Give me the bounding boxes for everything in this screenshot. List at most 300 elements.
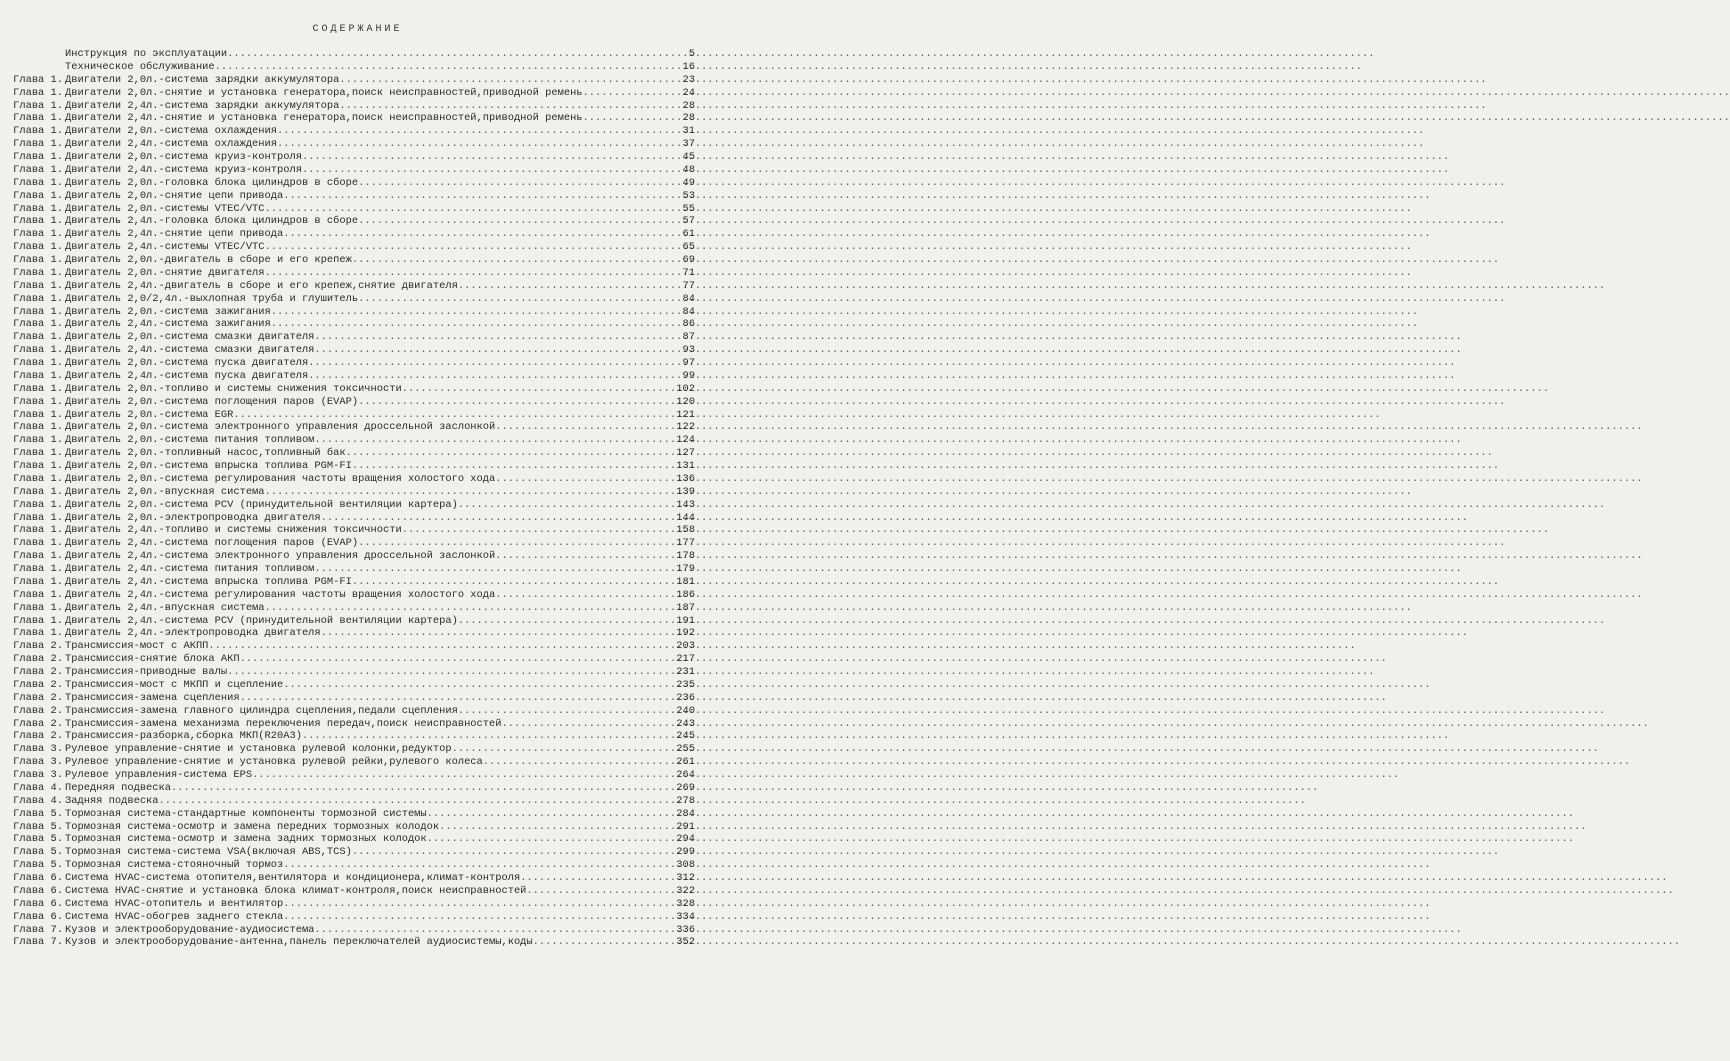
toc-entry-chapter: Глава 1. — [13, 215, 63, 228]
toc-entry-chapter: Глава 1. — [13, 511, 63, 524]
toc-entry-title: Система HVAC-отопитель и вентилятор — [65, 897, 284, 910]
toc-entry-title: Двигатель 2,0л.-система EGR — [65, 408, 234, 421]
toc-entry-chapter: Глава 5. — [13, 846, 63, 859]
toc-entry-chapter: Глава 1. — [13, 601, 63, 614]
toc-entry-page-number: 57 — [682, 215, 695, 228]
dot-leader — [321, 627, 676, 640]
toc-entry-title: Двигатель 2,4л.-впускная система — [65, 601, 265, 614]
toc-entry — [0, 692, 715, 705]
dot-leader — [308, 357, 681, 370]
toc-entry — [0, 911, 715, 924]
toc-entry — [0, 885, 715, 898]
toc-entry-chapter: Глава 1. — [13, 112, 63, 125]
toc-entry — [0, 833, 715, 846]
toc-entry-title: Двигатель 2,4л.-система PCV (принудительной вентиляции картера) — [65, 614, 458, 627]
toc-entry-chapter: Глава 2. — [13, 678, 63, 691]
toc-entry-page-number: 336 — [676, 923, 695, 936]
dot-leader — [265, 241, 682, 254]
toc-entry-page-number: 69 — [682, 254, 695, 266]
toc-entry-page-number: 181 — [676, 575, 695, 588]
toc-entry-chapter: Глава 1. — [13, 73, 63, 86]
toc-entry-title: Система HVAC-система отопителя,вентилятора и кондиционера,климат-контроля — [65, 872, 521, 884]
toc-entry-title: Двигатели 2,0л.-система охлаждения — [65, 125, 278, 138]
dot-leader — [352, 576, 675, 589]
toc-entry-page-number: 131 — [676, 460, 695, 472]
toc-entry-page-number: 191 — [676, 614, 695, 627]
toc-entry-page-number: 45 — [682, 151, 695, 163]
dot-leader — [458, 705, 675, 718]
toc-entry-title: Трансмиссия-разборка,сборка МКП(R20A3) — [65, 730, 302, 743]
dot-leader — [339, 74, 681, 87]
toc-entry-chapter: Глава 5. — [13, 833, 63, 846]
toc-entry-title: Двигатель 2,0л.-снятие цепи привода — [65, 189, 284, 202]
toc-entry-page-number: 352 — [676, 936, 695, 949]
toc-entry-title: Двигатель 2,0л.-система пуска двигателя — [65, 357, 309, 369]
toc-entry-title: Двигатель 2,4л.-снятие цепи привода — [65, 228, 284, 241]
toc-entry-page-number: 28 — [682, 99, 695, 112]
toc-entry — [0, 396, 715, 409]
toc-entry-title: Тормозная система-стояночный тормоз — [65, 859, 284, 872]
toc-entry — [0, 344, 715, 357]
toc-entry — [0, 486, 715, 499]
table-of-contents — [0, 48, 715, 949]
toc-entry — [0, 409, 715, 422]
toc-entry-chapter: Глава 1. — [13, 305, 63, 318]
dot-leader — [277, 125, 682, 138]
toc-entry — [0, 550, 715, 563]
dot-leader — [314, 331, 681, 344]
toc-entry-title: Двигатель 2,4л.-электропроводка двигателя — [65, 627, 321, 640]
toc-entry — [0, 898, 715, 911]
toc-entry-chapter: Глава 1. — [13, 498, 63, 511]
toc-entry-title: Двигатель 2,0л.-система поглощения паров (EVAP) — [65, 395, 359, 408]
toc-entry — [0, 228, 715, 241]
toc-entry — [0, 653, 715, 666]
toc-entry-title: Инструкция по эксплуатации — [65, 48, 228, 60]
toc-entry-title: Двигатель 2,4л.-система зажигания — [65, 318, 271, 331]
toc-entry-page-number: 122 — [676, 421, 695, 434]
toc-entry-chapter: Глава 6. — [13, 884, 63, 897]
toc-entry — [0, 936, 715, 949]
dot-leader — [358, 215, 681, 228]
dot-leader — [439, 821, 675, 834]
dot-leader — [358, 293, 681, 306]
toc-entry — [0, 512, 715, 525]
toc-entry-page-number: 87 — [682, 331, 695, 344]
toc-entry — [0, 576, 715, 589]
toc-entry-page-number: 217 — [676, 653, 695, 666]
dot-leader — [171, 782, 675, 795]
toc-entry — [0, 306, 715, 319]
toc-entry-chapter: Глава 1. — [13, 447, 63, 460]
toc-entry — [0, 125, 715, 138]
toc-entry — [0, 61, 715, 74]
toc-entry-chapter: Глава 7. — [13, 923, 63, 936]
toc-entry-page-number: 61 — [682, 228, 695, 241]
toc-entry-title: Трансмиссия-мост с МКПП и сцепление — [65, 678, 284, 691]
toc-entry-page-number: 291 — [676, 820, 695, 833]
toc-entry — [0, 602, 715, 615]
toc-entry-chapter: Глава 1. — [13, 125, 63, 138]
toc-entry-title: Двигатель 2,4л.-топливо и системы снижения токсичности — [65, 524, 402, 537]
toc-entry — [0, 318, 715, 331]
toc-entry — [0, 203, 715, 216]
toc-entry-title: Двигатель 2,4л.-система регулирования частоты вращения холостого хода — [65, 588, 496, 601]
dot-leader — [302, 164, 682, 177]
toc-entry-chapter: Глава 1. — [13, 550, 63, 563]
toc-entry-chapter: Глава 1. — [13, 266, 63, 279]
toc-entry-title: Двигатель 2,4л.-системы VTEC/VTC — [65, 241, 265, 254]
toc-entry — [0, 112, 715, 125]
toc-entry-chapter: Глава 1. — [13, 241, 63, 254]
toc-entry-page-number: 255 — [676, 743, 695, 756]
toc-entry-page-number: 179 — [676, 563, 695, 575]
toc-entry-page-number: 102 — [676, 382, 695, 395]
toc-entry-chapter: Глава 2. — [13, 717, 63, 730]
toc-entry-title: Задняя подвеска — [65, 794, 159, 807]
toc-entry — [0, 795, 715, 808]
toc-entry-chapter: Глава 2. — [13, 691, 63, 704]
toc-entry — [0, 215, 715, 228]
toc-entry-page-number: 16 — [682, 60, 695, 73]
dot-leader — [308, 370, 681, 383]
toc-entry-title: Рулевое управления-система EPS — [65, 769, 253, 781]
toc-entry-chapter: Глава 1. — [13, 434, 63, 447]
toc-entry-page-number: 236 — [676, 691, 695, 704]
toc-entry-title: Двигатель 2,4л.-система поглощения паров (EVAP) — [65, 537, 359, 550]
toc-entry-title: Двигатель 2,4л.-система смазки двигателя — [65, 344, 315, 357]
dot-leader — [314, 563, 675, 576]
toc-entry-chapter: Глава 1. — [13, 189, 63, 202]
toc-entry-chapter: Глава 4. — [13, 781, 63, 794]
toc-entry-page-number: 312 — [676, 872, 695, 884]
toc-entry-title: Двигатель 2,0л.-система впрыска топлива PGM-FI — [65, 460, 352, 472]
dot-leader — [240, 692, 676, 705]
toc-entry-title: Двигатель 2,0л.-двигатель в сборе и его крепеж — [65, 254, 352, 266]
toc-entry-chapter: Глава 1. — [13, 408, 63, 421]
dot-leader — [240, 653, 676, 666]
toc-entry — [0, 151, 715, 164]
toc-entry-title: Трансмиссия-замена сцепления — [65, 691, 240, 704]
toc-entry-chapter: Глава 1. — [13, 151, 63, 163]
toc-entry-title: Двигатель 2,0л.-впускная система — [65, 485, 265, 498]
dot-leader — [483, 756, 676, 769]
toc-entry-chapter: Глава 1. — [13, 395, 63, 408]
toc-entry-page-number: 334 — [676, 910, 695, 923]
toc-entry — [0, 331, 715, 344]
toc-entry-page-number: 93 — [682, 344, 695, 357]
toc-entry — [0, 357, 715, 370]
toc-entry-page-number: 284 — [676, 807, 695, 820]
toc-entry-chapter: Глава 1. — [13, 292, 63, 305]
dot-leader — [495, 550, 675, 563]
toc-entry-title: Кузов и электрооборудование-аудиосистема — [65, 923, 315, 936]
toc-entry — [0, 821, 715, 834]
toc-entry-title: Трансмиссия-замена главного цилиндра сцепления,педали сцепления — [65, 704, 458, 717]
toc-entry-title: Передняя подвеска — [65, 781, 172, 794]
toc-entry — [0, 383, 715, 396]
toc-entry-title: Система HVAC-обогрев заднего стекла — [65, 910, 284, 923]
toc-entry-page-number: 322 — [676, 884, 695, 897]
toc-entry — [0, 718, 715, 731]
toc-entry-page-number: 48 — [682, 163, 695, 176]
dot-leader — [458, 499, 675, 512]
toc-entry — [0, 460, 715, 473]
toc-entry-title: Двигатели 2,4л.-снятие и установка генератора,поиск неисправностей,приводной ремень — [65, 112, 583, 125]
toc-entry-chapter: Глава 1. — [13, 472, 63, 485]
dot-leader — [283, 859, 675, 872]
dot-leader — [583, 87, 682, 100]
toc-entry-title: Трансмиссия-замена механизма переключения передач,поиск неисправностей — [65, 717, 502, 730]
toc-entry-page-number: 120 — [676, 395, 695, 408]
toc-entry — [0, 267, 715, 280]
toc-entry-page-number: 49 — [682, 176, 695, 189]
toc-entry — [0, 280, 715, 293]
toc-entry-page-number: 328 — [676, 897, 695, 910]
toc-entry — [0, 48, 715, 61]
toc-entry — [0, 872, 715, 885]
toc-entry-chapter: Глава 2. — [13, 704, 63, 717]
toc-entry-chapter: Глава 1. — [13, 357, 63, 369]
toc-entry-title: Трансмиссия-приводные валы — [65, 666, 228, 678]
toc-entry-title: Двигатель 2,0л.-топливо и системы снижения токсичности — [65, 382, 402, 395]
dot-leader — [358, 177, 681, 190]
toc-entry-page-number: 97 — [682, 357, 695, 369]
toc-entry-page-number: 261 — [676, 756, 695, 769]
page-title: СОДЕРЖАНИЕ — [312, 24, 403, 35]
toc-entry — [0, 370, 715, 383]
toc-entry-title: Двигатель 2,4л.-система питания топливом — [65, 563, 315, 575]
toc-entry-chapter: Глава 1. — [13, 228, 63, 241]
dot-leader — [495, 421, 675, 434]
toc-entry — [0, 74, 715, 87]
toc-entry-title: Двигатели 2,0л.-снятие и установка генератора,поиск неисправностей,приводной ремень — [65, 86, 583, 99]
toc-entry-chapter: Глава 1. — [13, 575, 63, 588]
toc-entry-chapter: Глава 1. — [13, 86, 63, 99]
toc-entry-chapter: Глава 5. — [13, 859, 63, 872]
toc-entry-title: Двигатель 2,0л.-система PCV (принудительной вентиляции картера) — [65, 498, 458, 511]
dot-leader — [352, 254, 682, 267]
toc-entry — [0, 241, 715, 254]
toc-entry-title: Рулевое управление-снятие и установка рулевой колонки,редуктор — [65, 743, 452, 756]
toc-entry — [0, 615, 715, 628]
toc-entry — [0, 537, 715, 550]
toc-entry-page-number: 55 — [682, 202, 695, 215]
toc-entry — [0, 524, 715, 537]
toc-entry-chapter: Глава 1. — [13, 563, 63, 575]
dot-leader — [402, 524, 676, 537]
toc-entry-page-number: 136 — [676, 472, 695, 485]
toc-entry-chapter: Глава 6. — [13, 872, 63, 884]
toc-entry-title: Двигатель 2,0л.-система смазки двигателя — [65, 331, 315, 344]
dot-leader — [265, 267, 682, 280]
toc-entry-chapter: Глава 2. — [13, 653, 63, 666]
dot-leader — [265, 602, 676, 615]
dot-leader — [283, 898, 675, 911]
dot-leader — [583, 112, 682, 125]
toc-entry-chapter: Глава 2. — [13, 640, 63, 653]
toc-entry-chapter: Глава 5. — [13, 820, 63, 833]
toc-entry — [0, 254, 715, 267]
dot-leader — [458, 615, 675, 628]
dot-leader — [495, 589, 675, 602]
toc-entry-chapter: Глава 1. — [13, 421, 63, 434]
dot-leader — [265, 203, 682, 216]
toc-entry-chapter: Глава 1. — [13, 202, 63, 215]
toc-entry-chapter: Глава 1. — [13, 485, 63, 498]
dot-leader — [227, 48, 688, 61]
toc-entry-title: Двигатель 2,0л.-система электронного управления дроссельной заслонкой — [65, 421, 496, 434]
toc-entry — [0, 589, 715, 602]
toc-entry — [0, 177, 715, 190]
toc-entry-title: Кузов и электрооборудование-антенна,панель переключателей аудиосистемы,коды — [65, 936, 533, 949]
toc-entry-title: Двигатель 2,4л.-система электронного управления дроссельной заслонкой — [65, 550, 496, 563]
toc-entry-page-number: 37 — [682, 138, 695, 151]
toc-entry — [0, 730, 715, 743]
toc-entry-chapter: Глава 4. — [13, 794, 63, 807]
dot-leader — [302, 151, 682, 164]
dot-leader — [208, 640, 675, 653]
dot-leader — [352, 460, 675, 473]
toc-entry-chapter: Глава 1. — [13, 627, 63, 640]
toc-entry-page-number: 178 — [676, 550, 695, 563]
toc-entry — [0, 743, 715, 756]
dot-leader — [227, 666, 675, 679]
dot-leader — [283, 911, 675, 924]
toc-entry — [0, 640, 715, 653]
toc-entry-title: Тормозная система-стандартные компоненты тормозной системы — [65, 807, 427, 820]
dot-leader — [159, 795, 676, 808]
toc-entry — [0, 666, 715, 679]
dot-leader — [283, 228, 681, 241]
toc-entry-page-number: 139 — [676, 485, 695, 498]
toc-entry — [0, 293, 715, 306]
toc-entry-title: Тормозная система-осмотр и замена передних тормозных колодок — [65, 820, 440, 833]
toc-entry-title: Двигатель 2,0л.-система питания топливом — [65, 434, 315, 447]
toc-entry — [0, 705, 715, 718]
toc-entry-chapter: Глава 1. — [13, 588, 63, 601]
toc-entry-page-number: 177 — [676, 537, 695, 550]
toc-entry-chapter: Глава 1. — [13, 331, 63, 344]
toc-entry-chapter: Глава 1. — [13, 614, 63, 627]
toc-entry — [0, 447, 715, 460]
toc-entry — [0, 563, 715, 576]
toc-entry-title: Двигатель 2,4л.-двигатель в сборе и его крепеж,снятие двигателя — [65, 279, 458, 292]
toc-entry-page-number: 243 — [676, 717, 695, 730]
toc-entry-page-number: 121 — [676, 408, 695, 421]
toc-entry-chapter: Глава 1. — [13, 99, 63, 112]
toc-entry-title: Двигатели 2,0л.-система круиз-контроля — [65, 151, 302, 163]
toc-entry — [0, 756, 715, 769]
toc-entry-title: Техническое обслуживание — [65, 60, 215, 73]
toc-entry-chapter: Глава 1. — [13, 537, 63, 550]
dot-leader — [520, 872, 675, 885]
toc-entry-page-number: 84 — [682, 292, 695, 305]
dot-leader — [458, 280, 682, 293]
toc-entry-chapter: Глава 7. — [13, 936, 63, 949]
toc-entry-chapter: Глава 1. — [13, 254, 63, 266]
toc-entry-page-number: 187 — [676, 601, 695, 614]
toc-entry — [0, 769, 715, 782]
toc-entry-title: Тормозная система-осмотр и замена задних тормозных колодок — [65, 833, 427, 846]
toc-entry — [0, 924, 715, 937]
toc-entry-chapter: Глава 1. — [13, 318, 63, 331]
dot-leader — [358, 537, 675, 550]
toc-entry — [0, 473, 715, 486]
dot-leader — [427, 833, 676, 846]
dot-leader — [526, 885, 675, 898]
toc-entry-page-number: 158 — [676, 524, 695, 537]
toc-entry-chapter: Глава 1. — [13, 344, 63, 357]
dot-leader — [283, 679, 675, 692]
toc-entry-title: Двигатель 2,0л.-электропроводка двигателя — [65, 511, 321, 524]
toc-entry-title: Двигатели 2,4л.-система охлаждения — [65, 138, 278, 151]
dot-leader — [501, 718, 675, 731]
toc-entry-page-number: 269 — [676, 781, 695, 794]
dot-leader — [283, 190, 681, 203]
toc-entry-chapter: Глава 1. — [13, 369, 63, 382]
toc-entry-chapter: Глава 3. — [13, 756, 63, 769]
toc-entry-chapter: Глава 1. — [13, 138, 63, 151]
toc-entry — [0, 808, 715, 821]
toc-entry-chapter: Глава 2. — [13, 730, 63, 743]
dot-leader — [321, 512, 676, 525]
toc-entry-page-number: 84 — [682, 305, 695, 318]
dot-leader — [233, 409, 675, 422]
toc-entry-title: Двигатель 2,0л.-системы VTEC/VTC — [65, 202, 265, 215]
toc-entry-page-number: 5 — [688, 48, 695, 60]
toc-entry-chapter: Глава 2. — [13, 666, 63, 678]
toc-entry-title: Двигатель 2,4л.-система пуска двигателя — [65, 369, 309, 382]
toc-entry-page-number: 143 — [676, 498, 695, 511]
dot-leader — [271, 306, 682, 319]
toc-entry-chapter: Глава 5. — [13, 807, 63, 820]
toc-entry — [0, 87, 715, 100]
toc-entry-chapter: Глава 1. — [13, 460, 63, 472]
toc-entry — [0, 138, 715, 151]
dot-leader — [346, 447, 676, 460]
dot-leader — [452, 743, 676, 756]
toc-entry-page-number: 53 — [682, 189, 695, 202]
toc-entry-title: Двигатели 2,0л.-система зарядки аккумулятора — [65, 73, 340, 86]
toc-entry-page-number: 86 — [682, 318, 695, 331]
toc-entry-title: Двигатель 2,4л.-система впрыска топлива PGM-FI — [65, 575, 352, 588]
toc-entry — [0, 782, 715, 795]
dot-leader — [314, 344, 681, 357]
dot-leader — [277, 138, 682, 151]
toc-entry — [0, 859, 715, 872]
toc-entry — [0, 164, 715, 177]
dot-leader — [339, 100, 681, 113]
dot-leader — [314, 924, 675, 937]
toc-entry-page-number: 299 — [676, 846, 695, 859]
toc-entry — [0, 499, 715, 512]
toc-entry — [0, 434, 715, 447]
dot-leader — [427, 808, 676, 821]
dot-leader — [252, 769, 675, 782]
toc-entry-chapter: Глава 3. — [13, 743, 63, 756]
toc-entry-title: Система HVAC-снятие и установка блока климат-контроля,поиск неисправностей — [65, 884, 527, 897]
dot-leader — [215, 61, 682, 74]
dot-leader — [402, 383, 676, 396]
toc-entry-page-number: 65 — [682, 241, 695, 254]
toc-entry-page-number: 23 — [682, 73, 695, 86]
toc-entry-title: Двигатель 2,0/2,4л.-выхлопная труба и глушитель — [65, 292, 359, 305]
toc-entry — [0, 190, 715, 203]
toc-entry-page-number: 127 — [676, 447, 695, 460]
toc-entry-title: Двигатель 2,0л.-снятие двигателя — [65, 266, 265, 279]
toc-entry-chapter: Глава 6. — [13, 910, 63, 923]
